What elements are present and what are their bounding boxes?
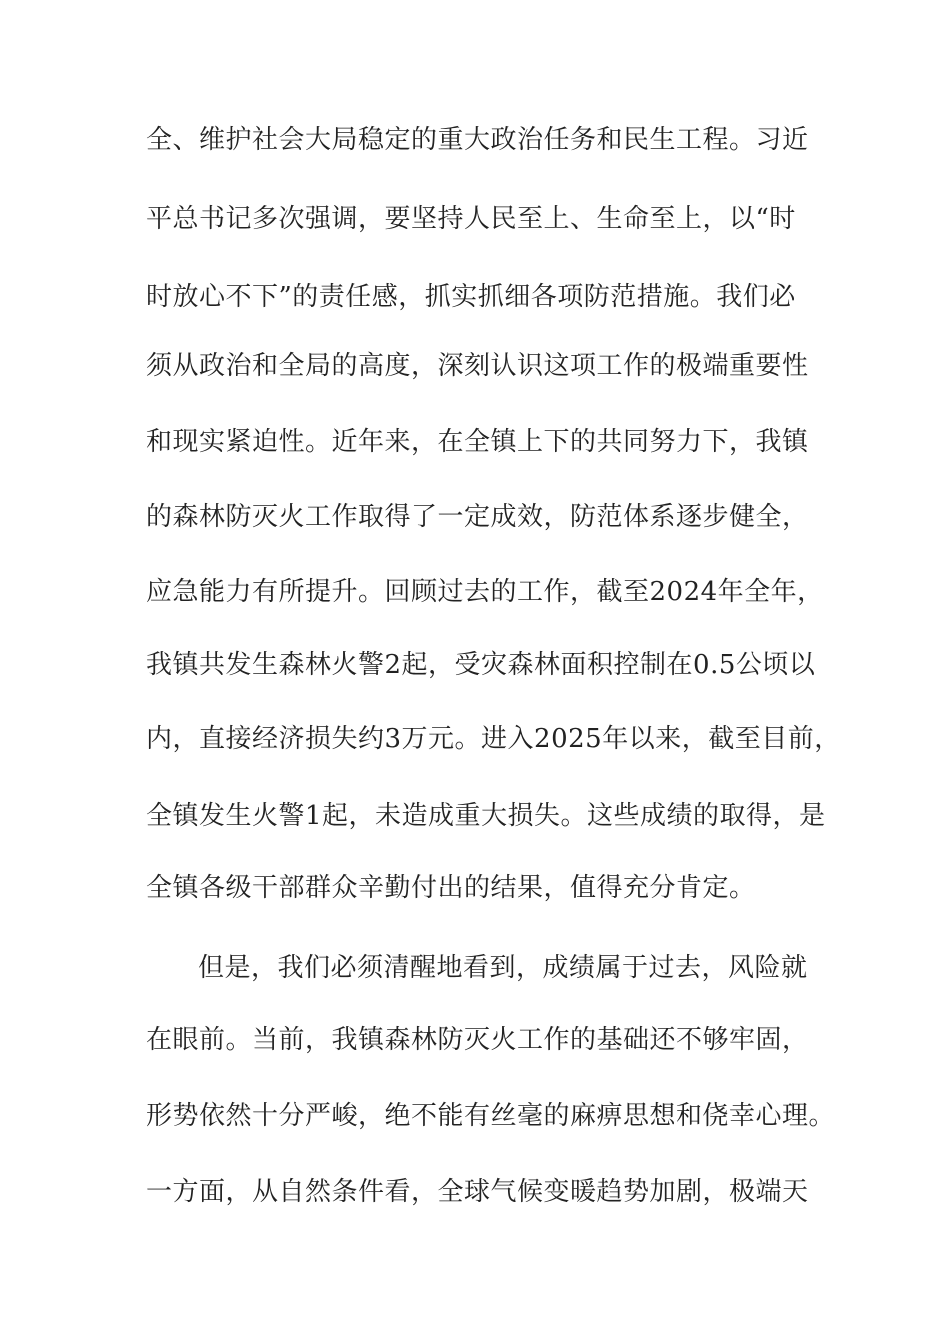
text-line: 平总书记多次强调，要坚持人民至上、生命至上，以“时 xyxy=(146,204,796,234)
text-line: 和现实紧迫性。近年来，在全镇上下的共同努力下，我镇 xyxy=(146,427,809,457)
paragraph-first-line: 但是，我们必须清醒地看到，成绩属于过去，风险就 xyxy=(198,953,808,983)
text-line: 时放心不下”的责任感，抓实抓细各项防范措施。我们必 xyxy=(146,282,796,312)
text-line: 内，直接经济损失约3万元。进入2025年以来，截至目前， xyxy=(146,724,841,754)
text-line: 全、维护社会大局稳定的重大政治任务和民生工程。习近 xyxy=(146,125,809,155)
text-line: 须从政治和全局的高度，深刻认识这项工作的极端重要性 xyxy=(146,351,809,381)
text-line: 应急能力有所提升。回顾过去的工作，截至2024年全年， xyxy=(146,577,824,607)
text-line: 全镇各级干部群众辛勤付出的结果，值得充分肯定。 xyxy=(146,873,756,903)
text-line: 形势依然十分严峻，绝不能有丝毫的麻痹思想和侥幸心理。 xyxy=(146,1101,836,1131)
text-line: 在眼前。当前，我镇森林防灭火工作的基础还不够牢固， xyxy=(146,1025,809,1055)
text-line: 我镇共发生森林火警2起，受灾森林面积控制在0.5公顷以 xyxy=(146,650,816,680)
text-line: 全镇发生火警1起，未造成重大损失。这些成绩的取得，是 xyxy=(146,801,826,831)
text-line: 一方面，从自然条件看，全球气候变暖趋势加剧，极端天 xyxy=(146,1177,809,1207)
text-line: 的森林防灭火工作取得了一定成效，防范体系逐步健全， xyxy=(146,502,809,532)
